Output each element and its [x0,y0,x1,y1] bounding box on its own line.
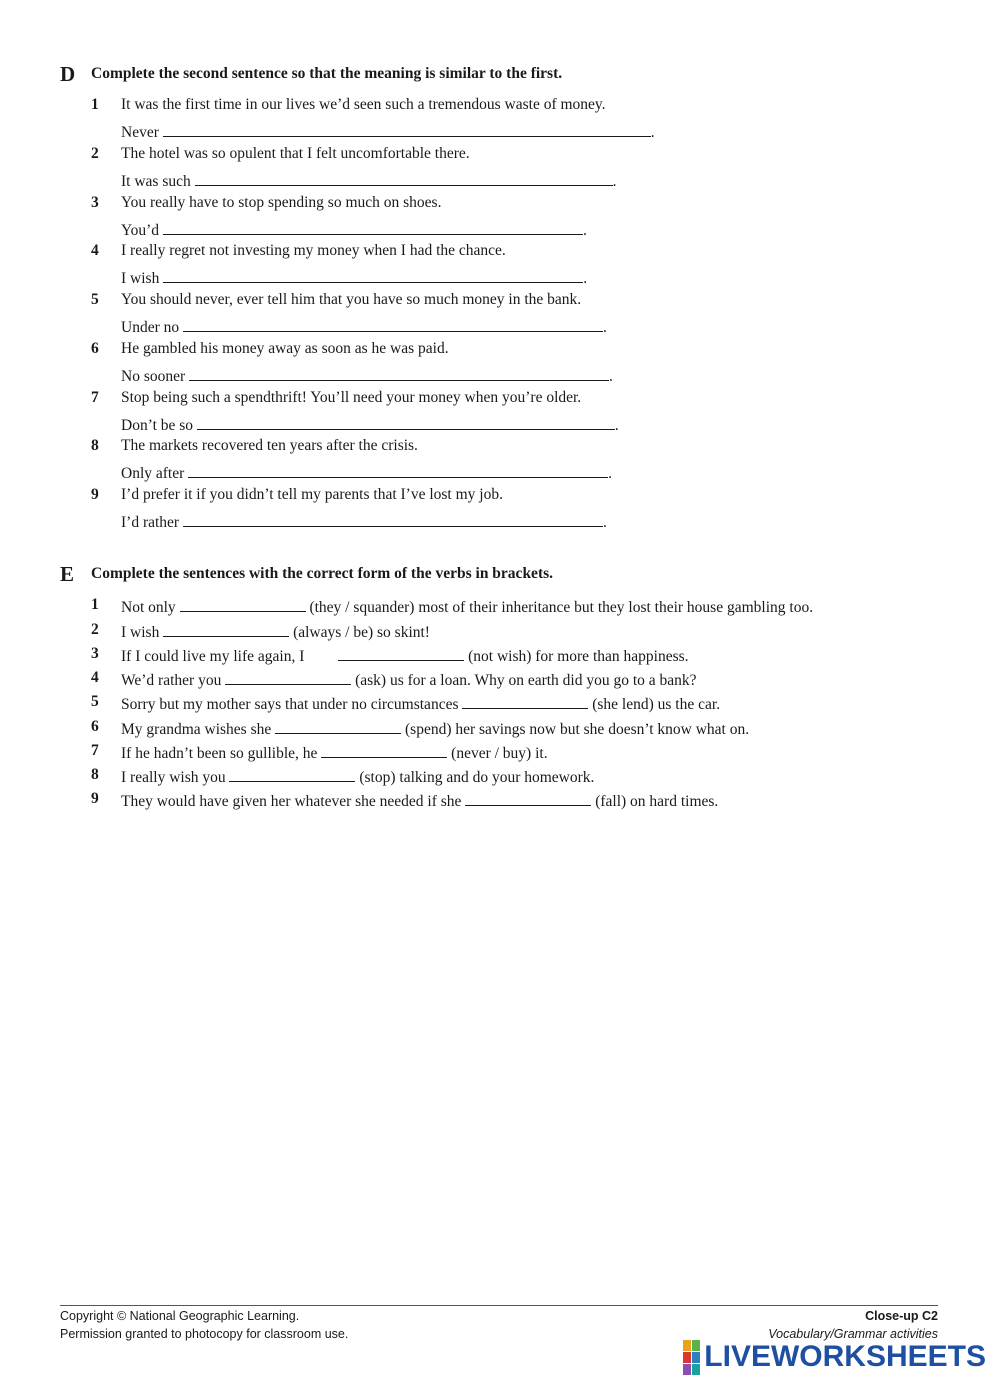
sentence-prompt: Under no [121,319,180,336]
answer-gap[interactable] [225,669,351,685]
liveworksheets-logo-icon [683,1340,700,1375]
answer-gap[interactable] [321,742,447,758]
full-stop: . [612,173,617,190]
item-number: 5 [91,693,99,710]
answer-blank[interactable] [163,219,583,235]
original-sentence: It was the first time in our lives we’d seen such a tremendous waste of money. [121,96,606,113]
item-number: 3 [91,194,99,211]
sentence-end: (fall) on hard times. [595,793,719,810]
item-number: 2 [91,621,99,638]
item-number: 4 [91,242,99,259]
item-number: 8 [91,437,99,454]
sentence-start: I really wish you [121,769,226,786]
answer-gap[interactable] [229,766,355,782]
liveworksheets-logo[interactable] [683,1340,986,1374]
sentence-prompt: I wish [121,270,160,287]
item-number: 7 [91,742,99,759]
sentence-prompt: It was such [121,173,191,190]
answer-line [121,365,613,386]
original-sentence: Stop being such a spendthrift! You’ll need your money when you’re older. [121,389,582,406]
sentence [121,742,548,763]
answer-line [121,219,587,240]
answer-gap[interactable] [462,693,588,709]
answer-line [121,316,607,337]
sentence-prompt: Only after [121,465,185,482]
footer-permission: Permission granted to photocopy for classroom use. [60,1327,349,1341]
sentence-start: My grandma wishes she [121,721,272,738]
answer-blank[interactable] [163,121,651,137]
sentence-prompt: No sooner [121,368,186,385]
item-number: 3 [91,645,99,662]
answer-line [121,414,619,435]
sentence-prompt: You’d [121,222,160,239]
item-number: 1 [91,96,99,113]
full-stop: . [583,270,588,287]
sentence-end: (ask) us for a loan. Why on earth did you go to a bank? [355,672,697,689]
answer-line [121,121,655,142]
item-number: 5 [91,291,99,308]
answer-gap[interactable] [163,621,289,637]
original-sentence: You should never, ever tell him that you have so much money in the bank. [121,291,582,308]
full-stop: . [603,319,607,336]
item-number: 6 [91,718,99,735]
sentence-start: If he hadn’t been so gullible, he [121,745,318,762]
original-sentence: He gambled his money away as soon as he was paid. [121,340,449,357]
answer-blank[interactable] [163,267,583,283]
footer-divider [60,1305,938,1306]
sentence-prompt: Never [121,124,159,141]
sentence-end: (spend) her savings now but she doesn’t know what on. [405,721,750,738]
sentence-end: (always / be) so skint! [293,624,430,641]
answer-blank[interactable] [197,414,615,430]
original-sentence: The markets recovered ten years after the crisis. [121,437,418,454]
section-e-letter: E [60,562,75,586]
item-number: 1 [91,596,99,613]
answer-line [121,462,612,483]
item-number: 2 [91,145,99,162]
full-stop: . [582,222,587,239]
sentence-prompt: I’d rather [121,514,180,531]
item-number: 7 [91,389,99,406]
answer-line [121,170,617,191]
full-stop: . [602,514,607,531]
answer-blank[interactable] [183,511,603,527]
item-number: 9 [91,486,99,503]
answer-gap[interactable] [465,790,591,806]
answer-gap[interactable] [338,645,464,661]
original-sentence: I really regret not investing my money when I had the chance. [121,242,506,259]
answer-line [121,511,607,532]
sentence-start: If I could live my life again, I [121,648,305,665]
sentence [121,718,749,739]
sentence-start: We’d rather you [121,672,222,689]
sentence [121,790,718,811]
liveworksheets-logo-text: LIVEWORKSHEETS [704,1340,986,1373]
full-stop: . [650,124,655,141]
item-number: 8 [91,766,99,783]
sentence-end: (stop) talking and do your homework. [359,769,595,786]
section-e-instruction: Complete the sentences with the correct form of the verbs in brackets. [91,565,554,582]
section-d-instruction: Complete the second sentence so that the meaning is similar to the first. [91,65,563,82]
item-number: 9 [91,790,99,807]
item-number: 6 [91,340,99,357]
sentence-end: (never / buy) it. [451,745,548,762]
answer-line [121,267,587,288]
sentence [121,596,813,617]
sentence-end: (they / squander) most of their inheritance but they lost their house gambling too. [309,599,814,616]
footer-copyright: Copyright © National Geographic Learning. [60,1309,300,1323]
sentence-prompt: Don’t be so [121,417,194,434]
full-stop: . [614,417,619,434]
footer-subtitle: Vocabulary/Grammar activities [768,1327,938,1341]
original-sentence: I’d prefer it if you didn’t tell my parents that I’ve lost my job. [121,486,503,503]
original-sentence: The hotel was so opulent that I felt uncomfortable there. [121,145,470,162]
full-stop: . [609,368,613,385]
sentence [121,645,689,666]
answer-blank[interactable] [183,316,603,332]
sentence [121,766,594,787]
original-sentence: You really have to stop spending so much on shoes. [121,194,442,211]
answer-blank[interactable] [189,365,609,381]
answer-blank[interactable] [188,462,608,478]
answer-gap[interactable] [180,596,306,612]
sentence-start: I wish [121,624,160,641]
item-number: 4 [91,669,99,686]
sentence [121,693,720,714]
sentence-start: Sorry but my mother says that under no circumstances [121,696,459,713]
section-d-letter: D [60,62,76,86]
sentence [121,621,430,642]
sentence-start: Not only [121,599,176,616]
answer-gap[interactable] [275,718,401,734]
sentence-end: (not wish) for more than happiness. [468,648,689,665]
sentence-end: (she lend) us the car. [592,696,721,713]
full-stop: . [608,465,613,482]
answer-blank[interactable] [195,170,613,186]
sentence-start: They would have given her whatever she needed if she [121,793,462,810]
sentence [121,669,697,690]
footer-book-title: Close-up C2 [865,1309,938,1323]
